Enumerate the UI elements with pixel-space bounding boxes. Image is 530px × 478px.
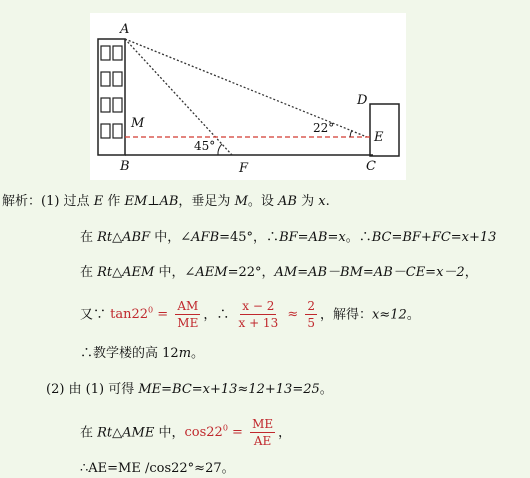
solution-line-4: 又∵ $\tan 22^0$ = $\frac{AM}{ME}$ ，∴ $\frac{x - 2}{x + 13}$ ≈ $\frac{2}{5}$ ，解得：x≈12。	[80, 299, 420, 331]
fraction-ME-AE: $\frac{ME}{AE}$	[252, 417, 274, 449]
fraction-2-5: $\frac{2}{5}$	[307, 299, 316, 331]
label-C: C	[366, 159, 376, 174]
fraction-x-minus-2: $\frac{x - 2}{x + 13}$	[238, 299, 279, 331]
geometry-diagram	[90, 13, 406, 180]
solution-line-1: 解析：(1) 过点 E 作 EM⊥AB，垂足为 M。设 AB 为 x.	[2, 194, 330, 209]
solution-line-3: 在 Rt△AEM 中，∠AEM=22°，AM=AB－BM=AB－CE=x－2，	[80, 265, 478, 280]
cos-22-expression: $\cos 22^0$ = $\frac{ME}{AE}$	[184, 417, 274, 449]
angle-45-arc	[218, 144, 222, 155]
fraction-AM-ME: $\frac{AM}{ME}$	[177, 299, 199, 331]
label-angle-45: 45°	[194, 139, 216, 153]
geometry-figure	[90, 13, 406, 180]
label-B: B	[120, 159, 130, 174]
label-M: M	[131, 116, 145, 131]
tan-22-expression: $\tan 22^0$ = $\frac{AM}{ME}$	[110, 299, 199, 331]
solution-line-2: 在 Rt△ABF 中，∠AFB=45°，∴BF=AB=x。∴BC=BF+FC=x+13	[80, 230, 497, 245]
angle-22-arc	[350, 130, 352, 137]
solution-line-7: 在 Rt△AME 中，$\cos 22^0$ = $\frac{ME}{AE}$ ，	[80, 417, 292, 449]
solution-line-8: ∴AE=ME /cos22°≈27。	[80, 461, 235, 476]
label-F: F	[239, 161, 249, 176]
label-A: A	[120, 22, 130, 37]
label-angle-22: 22°	[313, 121, 335, 135]
ratio-expression: $\frac{x - 2}{x + 13}$ ≈ $\frac{2}{5}$	[238, 299, 316, 331]
solution-line-6: (2) 由 (1) 可得 ME=BC=x+13≈12+13=25。	[46, 382, 333, 397]
label-D: D	[357, 93, 368, 108]
solution-line-5: ∴教学楼的高 12m。	[80, 346, 205, 361]
label-E: E	[374, 130, 384, 145]
